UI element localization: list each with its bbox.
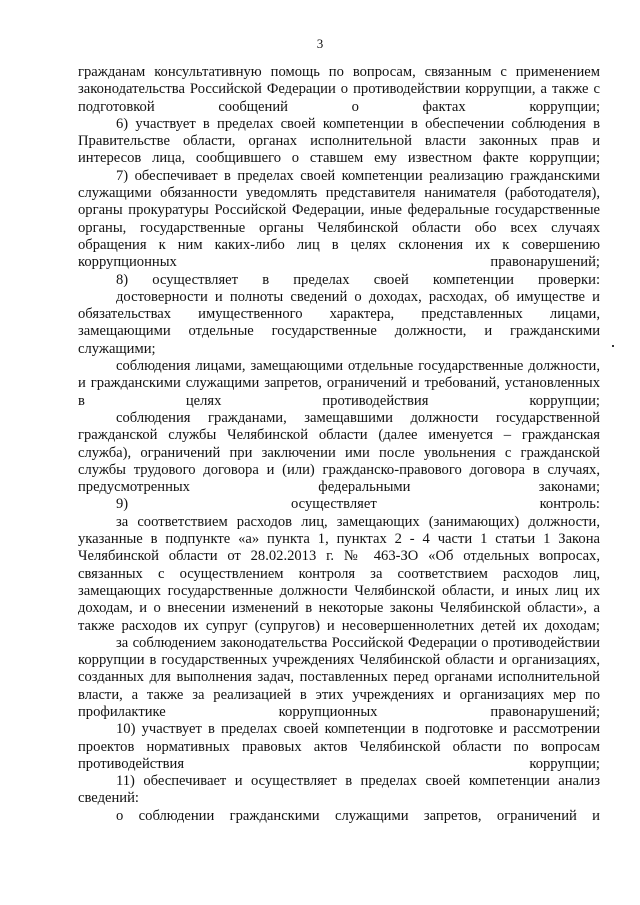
paragraph: соблюдения гражданами, замещавшими должности государственной гражданской службы Челябинской области (далее именуется – гражданская служба), ограничений при заключении ими после увольнения с гражданской службы трудового договора и (или) гражданско-правового договора в случаях, предусмотренных федеральными законами; [78,409,600,496]
paragraph: достоверности и полноты сведений о доходах, расходах, об имуществе и обязательствах имущественного характера, представленных лицами, замещающими отдельные государственные должности, и гражданскими служащими; [78,288,600,357]
paragraph: гражданам консультативную помощь по вопросам, связанным с применением законодательства Российской Федерации о противодействии коррупции, а также с подготовкой сообщений о фактах коррупции; [78,64,600,115]
paragraph: соблюдения лицами, замещающими отдельные государственные должности, и гражданскими служащими запретов, ограничений и требований, установленных в целях противодействия коррупции; [78,358,600,409]
paragraph: 10) участвует в пределах своей компетенции в подготовке и рассмотрении проектов нормативных правовых актов Челябинской области по вопросам противодействия коррупции; [78,721,600,772]
paragraph: 7) обеспечивает в пределах своей компетенции реализацию гражданскими служащими обязанности уведомлять представителя нанимателя (работодателя), органы прокуратуры Российской Федерации, иные федеральные государственные органы, государственные органы Челябинской области обо всех случаях обращения к ним каких-либо лиц в целях склонения их к совершению коррупционных правонарушений; [78,167,600,271]
paragraph: 11) обеспечивает и осуществляет в пределах своей компетенции анализ сведений: [78,773,600,807]
scan-speck [612,345,614,347]
paragraph: 8) осуществляет в пределах своей компетенции проверки: [116,271,600,288]
page-number: 3 [316,36,324,51]
paragraph: 6) участвует в пределах своей компетенции в обеспечении соблюдения в Правительстве области, органах исполнительной власти законных прав и интересов лица, сообщившего о ставшем ему известном факте коррупции; [78,115,600,167]
paragraph: за соответствием расходов лиц, замещающих (занимающих) должности, указанные в подпункте «а» пункта 1, пунктах 2 - 4 части 1 статьи 1 Закона Челябинской области от 28.02.2013 г. № 463-ЗО «Об отдельных вопросах, связанных с осуществлением контроля за соответствием расходов лиц, замещающих государственные должности Челябинской области, и иных лиц их доходам, и о внесении изменений в некоторые законы Челябинской области», а также расходов их супруг (супругов) и несовершеннолетних детей их доходам; [78,513,600,634]
paragraph: за соблюдением законодательства Российской Федерации о противодействии коррупции в государственных учреждениях Челябинской области и организациях, созданных для выполнения задач, поставленных перед органами исполнительной власти, а также за реализацией в этих учреждениях и организациях мер по профилактике коррупционных правонарушений; [78,634,600,720]
document-body [78,64,600,825]
paragraph: о соблюдении гражданскими служащими запретов, ограничений и [116,807,600,824]
paragraph: 9) осуществляет контроль: [116,496,600,513]
